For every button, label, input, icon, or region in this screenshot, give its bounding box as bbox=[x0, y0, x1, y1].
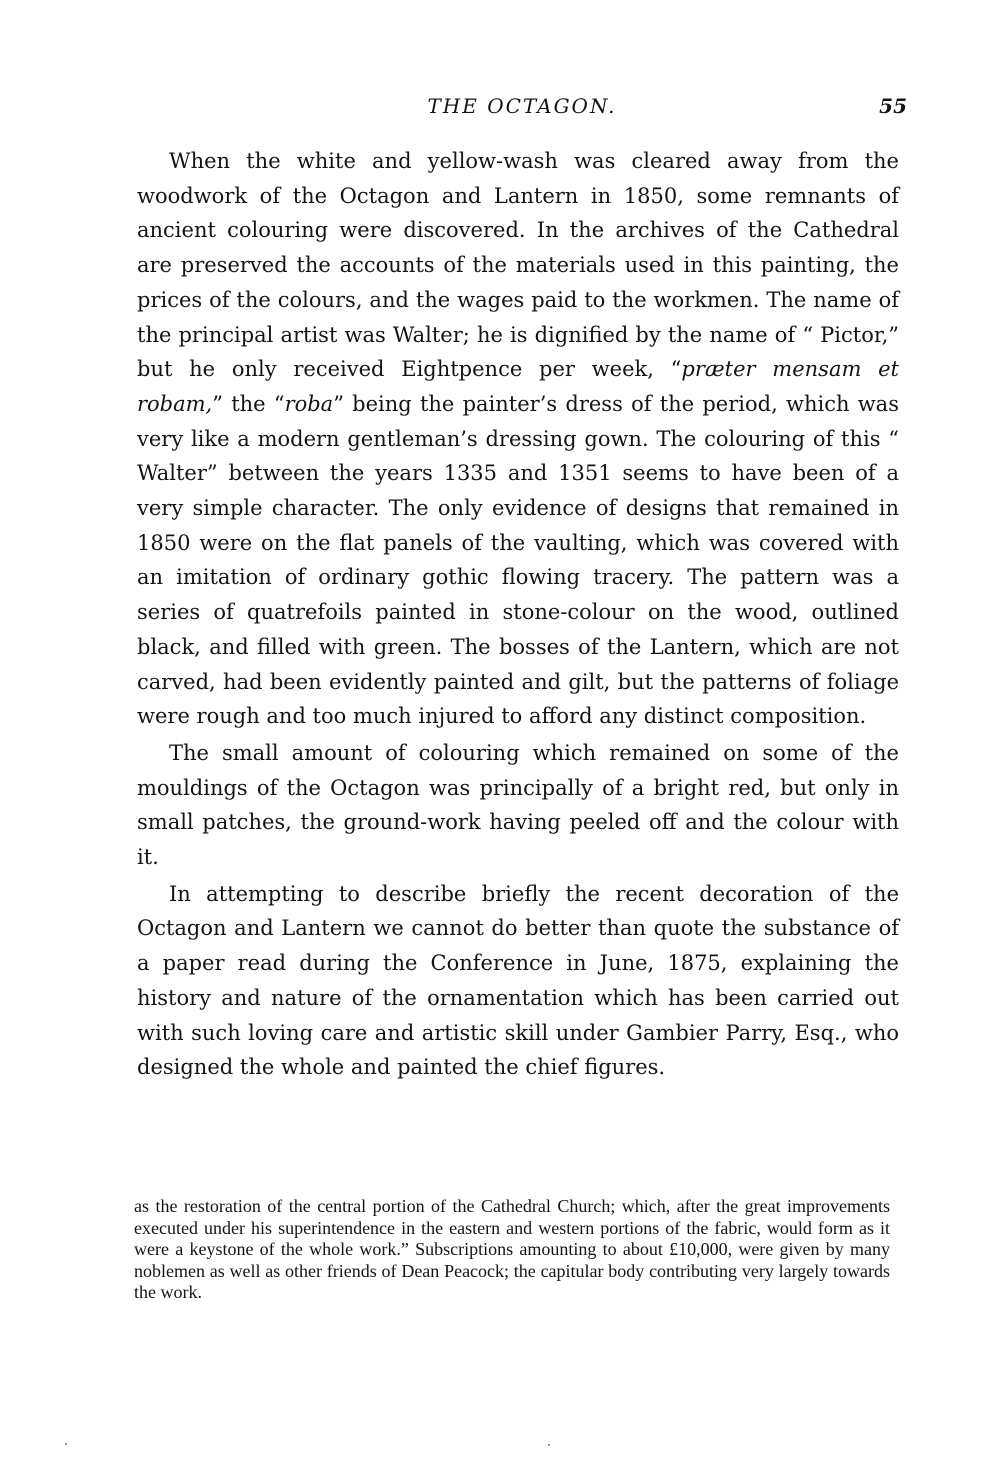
paragraph-3: In attempting to describe briefly the recent decoration of the Octagon and Lantern we cannot do better than quote the substance of a paper read during the Conference in June, 1875, explaining the history and nature of the ornamentation which has been carried out with such loving care and artistic skill under Gambier Parry, Esq., who designed the whole and painted the chief figures. bbox=[137, 881, 899, 1080]
paragraph-1-latin-word: roba bbox=[284, 391, 334, 416]
footnote: as the restoration of the central portion of the Cathedral Church; which, after the great improvements executed under his superintendence in the eastern and western portions of the fabric, would form as it were a keystone of the whole work.” Subscriptions amounting to about £10,000, were given by many noblemen as well as other friends of Dean Peacock; the capitular body contributing very largely towards the work. bbox=[134, 1196, 890, 1303]
paragraph-1-text-a: When the white and yellow-wash was cleared away from the woodwork of the Octagon and Lantern in 1850, some remnants of ancient colouring were discovered. In the archives of the Cathedral are preserved the accounts of the materials used in this painting, the prices of the colours, and the wages paid to the workmen. The name of the principal artist was Walter; he is dignified by the name of “ Pictor,” but he only received Eightpence per week, “ bbox=[137, 149, 899, 382]
paragraph-1-text-c: ” being the painter’s dress of the period, which was very like a modern gentleman’s dressing gown. The colouring of this “ Walter” between the years 1335 and 1351 seems to have been of a very simple character. The only evidence of designs that remained in 1850 were on the flat panels of the vaulting, which was covered with an imitation of ordinary gothic flowing tracery. The pattern was a series of quatrefoils painted in stone-colour on the wood, outlined black, and filled with green. The bosses of the Lantern, which are not carved, had been evidently painted and gilt, but the patterns of foliage were rough and too much injured to afford any distinct composition. bbox=[137, 391, 899, 729]
running-title: THE OCTAGON. bbox=[427, 94, 617, 118]
paragraph-1-text-b: ” the “ bbox=[212, 391, 285, 416]
paragraph-2: The small amount of colouring which remained on some of the mouldings of the Octagon was principally of a bright red, but only in small patches, the ground-work having peeled off and the colour with it. bbox=[137, 740, 899, 870]
running-head bbox=[137, 94, 907, 124]
body-text bbox=[137, 144, 899, 1085]
paragraph-1-latin-phrase: præter mensam et robam, bbox=[137, 357, 900, 416]
paragraph-1 bbox=[137, 144, 899, 734]
paper-speck bbox=[548, 1444, 550, 1446]
page-number: 55 bbox=[879, 94, 907, 118]
paper-speck bbox=[65, 1443, 67, 1445]
